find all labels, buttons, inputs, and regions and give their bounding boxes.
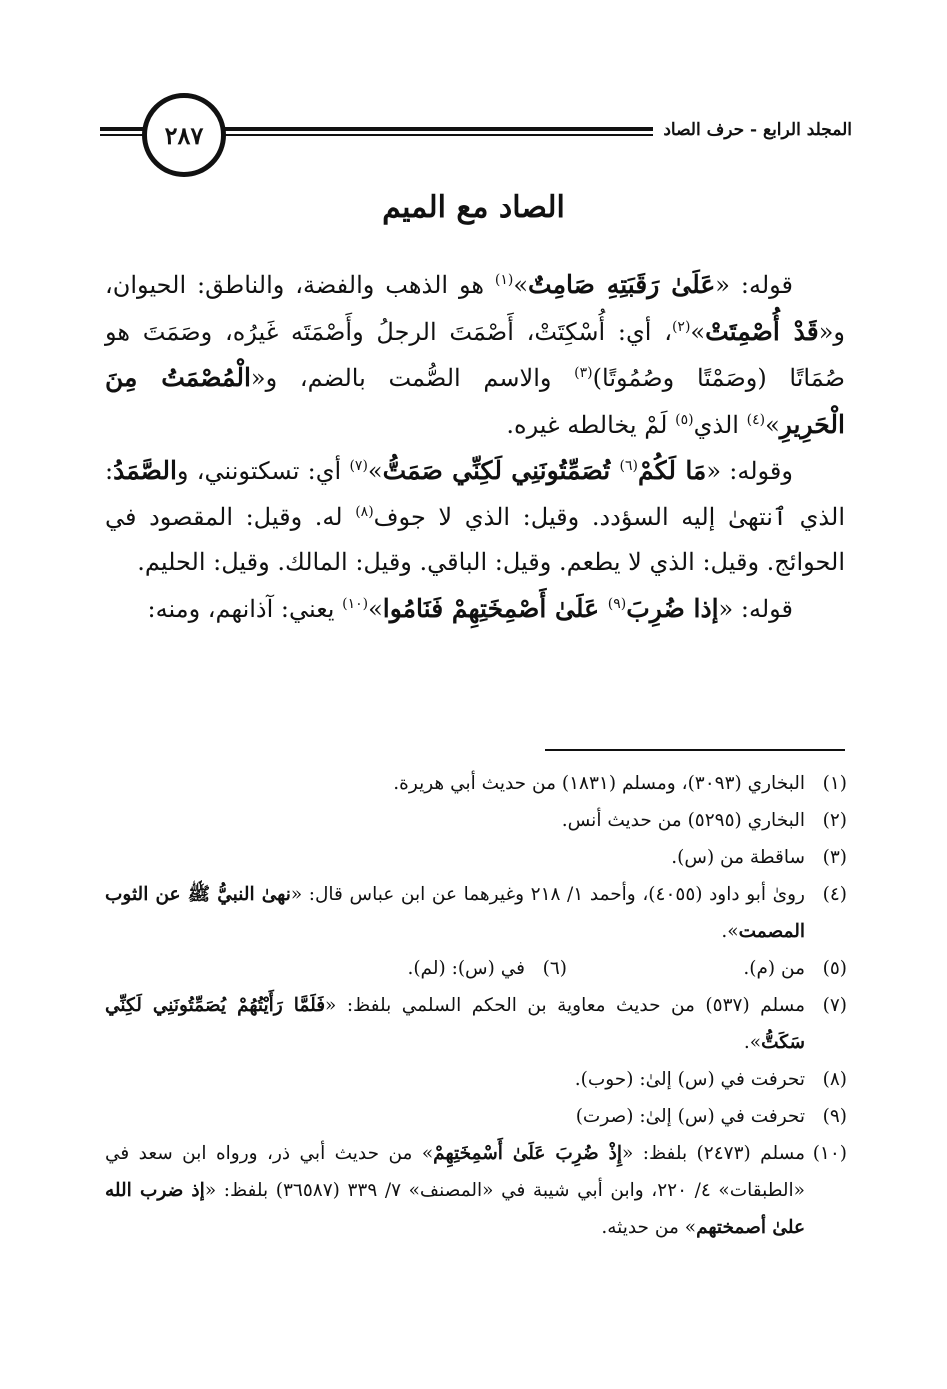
footnote-ref[interactable]: (٤) xyxy=(746,411,766,428)
footnote-text: في (س): (لم). xyxy=(407,958,525,979)
quoted-hadith: تُصَمِّتُونَنِي لَكِنِّي صَمَتُّ xyxy=(382,456,620,485)
quoted-hadith: الْمُصْمَتُ مِنَ الْحَرِيرِ xyxy=(105,363,845,439)
page-number: ٢٨٧ xyxy=(142,93,226,177)
footnote-ref[interactable]: (٩) xyxy=(607,595,627,612)
quoted-hadith: قَدْ أُصْمِتَتْ xyxy=(705,316,819,346)
footnote-row-5-6 xyxy=(105,950,847,987)
footnote-number: (٥) xyxy=(822,958,847,979)
footnote-text: البخاري (٥٢٩٥) من حديث أنس. xyxy=(561,810,805,831)
footnote-text xyxy=(105,987,805,1061)
footnote-ref[interactable]: (٧) xyxy=(349,458,368,474)
section-title: الصاد مع الميم xyxy=(382,190,565,225)
footnote-text: ساقطة من (س). xyxy=(671,847,805,868)
text-run: مسلم (٥٣٧) من حديث معاوية بن الحكم السلمي بلفظ: « xyxy=(325,995,805,1016)
footnote-number: (٨) xyxy=(822,1069,847,1090)
quoted-hadith: عَلَىٰ أَصْمِخَتِهِمْ فَنَامُوا xyxy=(382,593,608,623)
defined-term: الصَّمَدُ xyxy=(113,456,177,485)
footnote-text: تحرفت في (س) إلىٰ: (حوب). xyxy=(574,1069,805,1090)
text-run: » من حديثه. xyxy=(601,1217,697,1238)
footnote-text xyxy=(105,876,805,950)
text-run: لَمْ يخالطه غيره. xyxy=(506,410,676,439)
footnote-9 xyxy=(105,1098,847,1135)
text-run: ». xyxy=(743,1032,762,1053)
text-run: والاسم الصُّمت بالضم، و« xyxy=(250,364,575,392)
text-run: قوله: « xyxy=(718,594,793,623)
quoted-hadith: إذ ضرب الله علىٰ أصمختهم xyxy=(105,1180,805,1238)
footnote-ref[interactable]: (٨) xyxy=(355,503,374,520)
footnote-ref[interactable]: (٢) xyxy=(671,318,691,335)
quoted-hadith: مَا لَكُمْ xyxy=(637,456,707,485)
footnote-ref[interactable]: (٣) xyxy=(574,365,593,381)
footnotes xyxy=(105,765,847,1246)
text-run: ، أي: أُسْكِتَتْ، أَصْمَتَ الرجلُ وأَصْمَتَه غَيرُه، وصَمَتَ هو صُمَاتًا (وصَمْتًا وصُمُوتًا) xyxy=(105,317,845,392)
paragraph-2 xyxy=(105,448,845,586)
footnote-ref[interactable]: (٦) xyxy=(619,458,638,474)
text-run: » xyxy=(513,271,529,299)
quoted-hadith: إِذْ ضُرِبَ عَلَىٰ أَسْمِخَتِهِمْ xyxy=(433,1143,623,1164)
footnote-5 xyxy=(567,950,847,987)
text-run: » xyxy=(368,594,383,623)
footnote-6 xyxy=(287,950,567,987)
quoted-hadith: إذا ضُرِبَ xyxy=(626,593,719,623)
footnote-2 xyxy=(105,802,847,839)
quoted-hadith: عَلَىٰ رَقَبَتِهِ صَامِتٌ xyxy=(528,270,716,299)
footnote-number: (٧) xyxy=(822,995,847,1016)
text-run: يعني: آذانهم، ومنه: xyxy=(147,594,343,623)
text-run: هو الذهب والفضة، والناطق: الحيوان، و« xyxy=(105,271,845,346)
quoted-hadith: نهىٰ النبيُّ ﷺ عن الثوب المصمت xyxy=(105,884,805,942)
text-run: » من حديث أبي ذر، ورواه ابن سعد في «الطبقات» ٤/ ٢٢٠، وابن أبي شيبة في «المصنف» ٧/ ٣٣٩ (٣٦٥٨٧) بلفظ: « xyxy=(105,1143,805,1201)
footnote-text: تحرفت في (س) إلىٰ: (صرت) xyxy=(575,1106,805,1127)
footnote-number: (١) xyxy=(822,773,847,794)
footnote-number: (٤) xyxy=(822,884,847,905)
text-run: مسلم (٢٤٧٣) بلفظ: « xyxy=(622,1143,805,1164)
quoted-hadith: فَلَمَّا رَأَيْتُهُمْ يُصَمِّتُونَنِي لَكِنِّي سَكَتُّ xyxy=(105,995,805,1053)
footnote-text xyxy=(105,1135,805,1246)
paragraph-1 xyxy=(105,262,845,448)
text-run: وقوله: « xyxy=(706,457,793,485)
text-run: » xyxy=(765,410,780,439)
text-run: : الذي ٱنتهىٰ إليه السؤدد. وقيل: الذي لا جوف xyxy=(105,457,845,531)
footnote-text: من (م). xyxy=(743,958,805,979)
footnote-number: (٢) xyxy=(822,810,847,831)
footnote-number: (٦) xyxy=(542,958,567,979)
text-run: أي: تسكتونني، و xyxy=(176,457,350,485)
footnote-4 xyxy=(105,876,847,950)
paragraph-3 xyxy=(105,586,845,633)
footnote-text: البخاري (٣٠٩٣)، ومسلم (١٨٣١) من حديث أبي هريرة. xyxy=(393,773,805,794)
footnote-ref[interactable]: (٥) xyxy=(675,411,694,428)
footnote-number: (٩) xyxy=(822,1106,847,1127)
footnote-10 xyxy=(105,1135,847,1246)
text-run: » xyxy=(367,457,383,485)
text-run: رویٰ أبو داود (٤٠٥٥)، وأحمد ١/ ٢١٨ وغيرهما عن ابن عباس قال: « xyxy=(290,884,805,905)
footnote-3 xyxy=(105,839,847,876)
text-run: له. وقيل: المقصود في الحوائج. وقيل: الذي لا يطعم. وقيل: الباقي. وقيل: المالك. وقيل: الحليم. xyxy=(105,502,845,576)
footnote-ref[interactable]: (١) xyxy=(494,272,514,288)
text-run: » xyxy=(690,317,706,346)
body-text xyxy=(105,262,845,632)
footnote-7 xyxy=(105,987,847,1061)
footnote-number: (٣) xyxy=(822,847,847,868)
text-run: الذي xyxy=(693,410,747,439)
running-title: المجلد الرابع - حرف الصاد xyxy=(653,115,852,145)
footnote-number: (١٠) xyxy=(812,1143,847,1164)
footnote-8 xyxy=(105,1061,847,1098)
footnote-separator xyxy=(545,749,845,751)
footnote-1 xyxy=(105,765,847,802)
footnote-ref[interactable]: (١٠) xyxy=(342,595,369,612)
text-run: ». xyxy=(721,921,739,942)
text-run: قوله: « xyxy=(715,271,793,299)
